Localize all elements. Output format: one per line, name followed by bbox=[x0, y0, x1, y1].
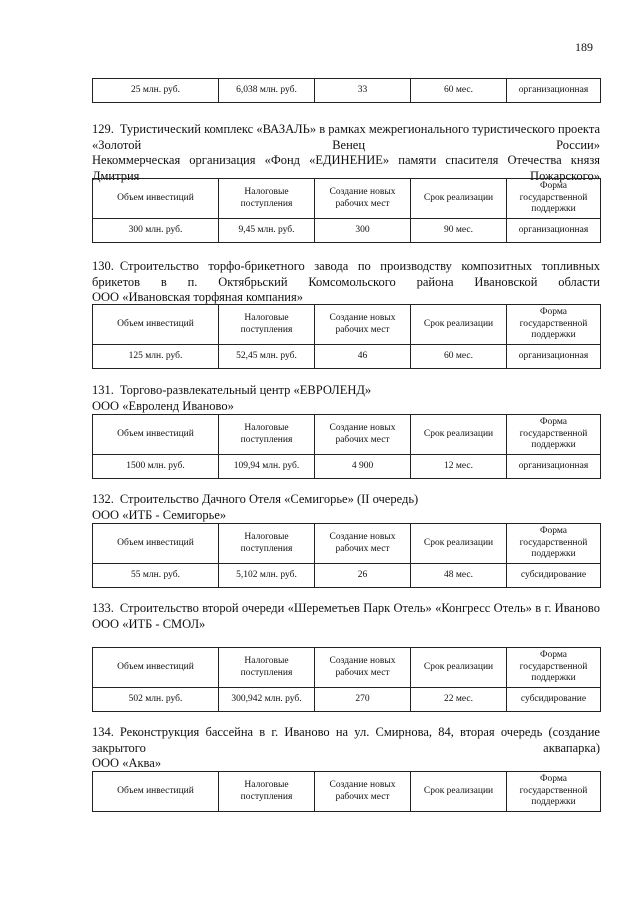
project-table-132 bbox=[92, 523, 601, 588]
project-title: 133. Строительство второй очереди «Шереметьев Парк Отель» «Конгресс Отель» в г. Иваново bbox=[92, 601, 600, 615]
project-title: 131. Торгово-развлекательный центр «ЕВРОЛЕНД» bbox=[92, 383, 372, 397]
cell-investment: 502 млн. руб. bbox=[93, 688, 219, 712]
project-heading-134 bbox=[92, 725, 600, 772]
project-org: ООО «Ивановская торфяная компания» bbox=[92, 290, 303, 304]
header-term: Срок реализации bbox=[411, 772, 507, 812]
header-tax: Налоговые поступления bbox=[219, 305, 315, 345]
project-heading-131 bbox=[92, 383, 600, 414]
header-tax: Налоговые поступления bbox=[219, 772, 315, 812]
header-tax: Налоговые поступления bbox=[219, 179, 315, 219]
project-org: ООО «Аква» bbox=[92, 756, 162, 770]
table-header-row bbox=[93, 305, 601, 345]
table-row bbox=[93, 79, 601, 103]
table-row bbox=[93, 219, 601, 243]
table-row bbox=[93, 564, 601, 588]
header-jobs: Создание новых рабочих мест bbox=[315, 648, 411, 688]
cell-support: организационная bbox=[507, 219, 601, 243]
header-term: Срок реализации bbox=[411, 524, 507, 564]
header-tax: Налоговые поступления bbox=[219, 524, 315, 564]
cell-investment: 300 млн. руб. bbox=[93, 219, 219, 243]
header-jobs: Создание новых рабочих мест bbox=[315, 772, 411, 812]
cell-jobs: 4 900 bbox=[315, 455, 411, 479]
header-investment: Объем инвестиций bbox=[93, 648, 219, 688]
project-heading-130 bbox=[92, 259, 600, 306]
project-table-130 bbox=[92, 304, 601, 369]
cell-investment: 125 млн. руб. bbox=[93, 345, 219, 369]
cell-tax: 52,45 млн. руб. bbox=[219, 345, 315, 369]
table-header-row bbox=[93, 524, 601, 564]
header-jobs: Создание новых рабочих мест bbox=[315, 305, 411, 345]
cell-investment: 1500 млн. руб. bbox=[93, 455, 219, 479]
header-jobs: Создание новых рабочих мест bbox=[315, 179, 411, 219]
header-tax: Налоговые поступления bbox=[219, 648, 315, 688]
cell-investment: 25 млн. руб. bbox=[93, 79, 219, 103]
cell-term: 22 мес. bbox=[411, 688, 507, 712]
project-org: ООО «ИТБ - Семигорье» bbox=[92, 507, 227, 522]
project-table-131 bbox=[92, 414, 601, 479]
cell-term: 90 мес. bbox=[411, 219, 507, 243]
project-org: Некоммерческая организация «Фонд «ЕДИНЕНИЕ» памяти спасителя Отечества князя Дмитрия Пожарского» bbox=[92, 153, 600, 183]
cell-jobs: 33 bbox=[315, 79, 411, 103]
header-investment: Объем инвестиций bbox=[93, 305, 219, 345]
project-org: ООО «Евроленд Иваново» bbox=[92, 398, 234, 413]
cell-jobs: 270 bbox=[315, 688, 411, 712]
project-title: 130. Строительство торфо-брикетного завода по производству композитных топливных брикетов в п. Октябрьский Комсомольского района Ивановской области bbox=[92, 259, 600, 289]
header-support: Форма государственной поддержки bbox=[507, 415, 601, 455]
cell-jobs: 26 bbox=[315, 564, 411, 588]
project-heading-129 bbox=[92, 122, 600, 184]
cell-tax: 9,45 млн. руб. bbox=[219, 219, 315, 243]
header-term: Срок реализации bbox=[411, 648, 507, 688]
project-org: ООО «ИТБ - СМОЛ» bbox=[92, 616, 206, 631]
table-header-row bbox=[93, 415, 601, 455]
cell-tax: 109,94 млн. руб. bbox=[219, 455, 315, 479]
table-header-row bbox=[93, 648, 601, 688]
header-jobs: Создание новых рабочих мест bbox=[315, 415, 411, 455]
cell-support: организационная bbox=[507, 79, 601, 103]
header-support: Форма государственной поддержки bbox=[507, 305, 601, 345]
project-heading-133 bbox=[92, 601, 600, 632]
project-heading-132 bbox=[92, 492, 600, 523]
table-row bbox=[93, 455, 601, 479]
project-title: 132. Строительство Дачного Отеля «Семигорье» (II очередь) bbox=[92, 492, 419, 506]
header-investment: Объем инвестиций bbox=[93, 179, 219, 219]
project-table-134 bbox=[92, 771, 601, 812]
page-number: 189 bbox=[575, 40, 593, 54]
table-header-row bbox=[93, 772, 601, 812]
header-support: Форма государственной поддержки bbox=[507, 524, 601, 564]
cell-support: организационная bbox=[507, 455, 601, 479]
header-term: Срок реализации bbox=[411, 179, 507, 219]
header-support: Форма государственной поддержки bbox=[507, 772, 601, 812]
header-jobs: Создание новых рабочих мест bbox=[315, 524, 411, 564]
cell-tax: 6,038 млн. руб. bbox=[219, 79, 315, 103]
cell-jobs: 46 bbox=[315, 345, 411, 369]
table-row bbox=[93, 688, 601, 712]
cell-support: субсидирование bbox=[507, 688, 601, 712]
header-support: Форма государственной поддержки bbox=[507, 179, 601, 219]
cell-tax: 300,942 млн. руб. bbox=[219, 688, 315, 712]
cell-term: 12 мес. bbox=[411, 455, 507, 479]
header-support: Форма государственной поддержки bbox=[507, 648, 601, 688]
table-header-row bbox=[93, 179, 601, 219]
header-tax: Налоговые поступления bbox=[219, 415, 315, 455]
cell-tax: 5,102 млн. руб. bbox=[219, 564, 315, 588]
cell-support: субсидирование bbox=[507, 564, 601, 588]
project-table-133 bbox=[92, 647, 601, 712]
cell-support: организационная bbox=[507, 345, 601, 369]
project-title: 129. Туристический комплекс «ВАЗАЛЬ» в рамках межрегионального туристического проекта «Золотой Венец России» bbox=[92, 122, 600, 152]
header-term: Срок реализации bbox=[411, 415, 507, 455]
header-term: Срок реализации bbox=[411, 305, 507, 345]
header-investment: Объем инвестиций bbox=[93, 772, 219, 812]
cell-term: 60 мес. bbox=[411, 79, 507, 103]
header-investment: Объем инвестиций bbox=[93, 524, 219, 564]
cell-term: 48 мес. bbox=[411, 564, 507, 588]
cell-jobs: 300 bbox=[315, 219, 411, 243]
table-row bbox=[93, 345, 601, 369]
project-table-129 bbox=[92, 178, 601, 243]
table-top-row bbox=[92, 78, 601, 103]
project-title: 134. Реконструкция бассейна в г. Иваново на ул. Смирнова, 84, вторая очередь (создание закрытого аквапарка) bbox=[92, 725, 600, 755]
header-investment: Объем инвестиций bbox=[93, 415, 219, 455]
cell-investment: 55 млн. руб. bbox=[93, 564, 219, 588]
cell-term: 60 мес. bbox=[411, 345, 507, 369]
